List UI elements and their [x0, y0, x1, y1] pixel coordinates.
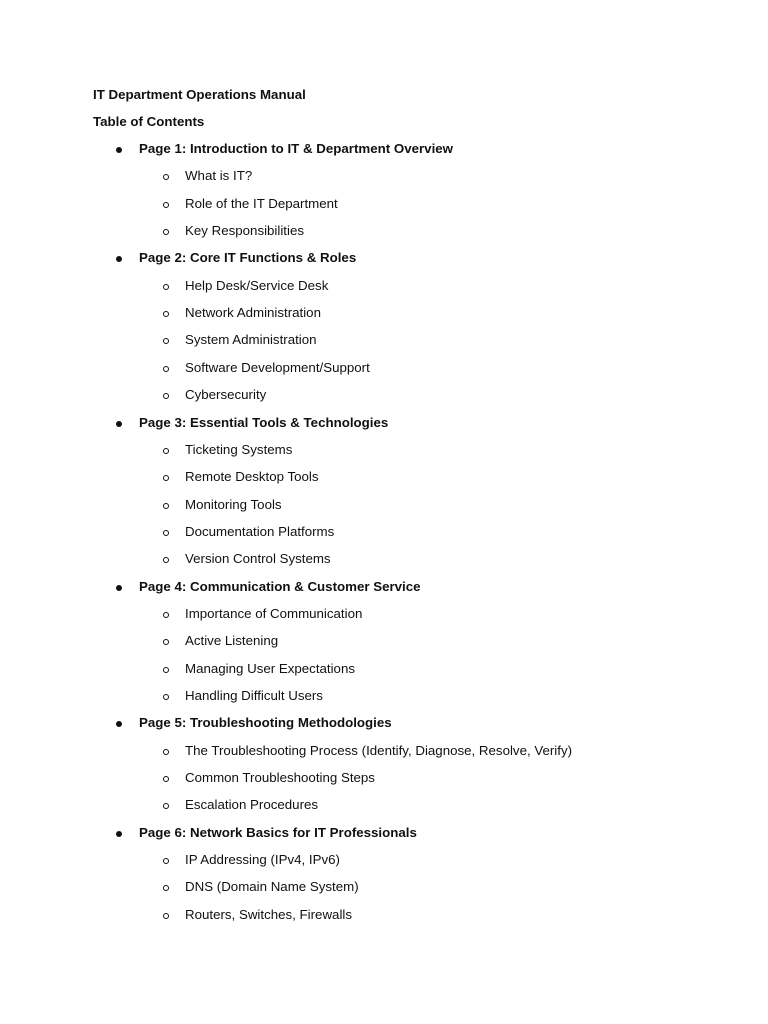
toc-item-label: Importance of Communication: [185, 605, 363, 621]
toc-item-label: Common Troubleshooting Steps: [185, 770, 375, 786]
sub-bullet-icon: [163, 338, 169, 344]
toc-item-label: Help Desk/Service Desk: [185, 277, 329, 293]
sub-bullet-icon: [163, 694, 169, 700]
sub-bullet-icon: [163, 530, 169, 536]
toc-item-label: IP Addressing (IPv4, IPv6): [185, 852, 340, 868]
toc-item-label: Documentation Platforms: [185, 523, 335, 539]
bullet-icon: [116, 147, 122, 153]
sub-bullet-icon: [163, 858, 169, 864]
toc-item-label: Version Control Systems: [185, 551, 331, 567]
toc-item-label: System Administration: [185, 332, 317, 348]
bullet-icon: [116, 421, 122, 427]
toc-item-label: Key Responsibilities: [185, 223, 304, 239]
bullet-icon: [116, 721, 122, 727]
bullet-icon: [116, 256, 122, 262]
sub-bullet-icon: [163, 612, 169, 618]
sub-bullet-icon: [163, 749, 169, 755]
sub-bullet-icon: [163, 311, 169, 317]
sub-bullet-icon: [163, 448, 169, 454]
sub-bullet-icon: [163, 393, 169, 399]
toc-item-label: Routers, Switches, Firewalls: [185, 906, 352, 922]
toc-item-label: Active Listening: [185, 633, 279, 649]
toc-item-label: Escalation Procedures: [185, 797, 319, 813]
sub-bullet-icon: [163, 557, 169, 563]
sub-bullet-icon: [163, 639, 169, 645]
sub-bullet-icon: [163, 475, 169, 481]
toc-item-label: Handling Difficult Users: [185, 688, 323, 703]
toc-item-label: DNS (Domain Name System): [185, 879, 359, 895]
toc-item-label: Ticketing Systems: [185, 441, 293, 457]
sub-bullet-icon: [163, 803, 169, 809]
sub-bullet-icon: [163, 229, 169, 235]
toc-section-label: Page 6: Network Basics for IT Professionals: [139, 824, 417, 840]
toc-item-label: Role of the IT Department: [185, 195, 338, 211]
toc-item-label: Software Development/Support: [185, 359, 370, 375]
document-title: IT Department Operations Manual: [93, 87, 306, 102]
toc-section-label: Page 1: Introduction to IT & Department Overview: [139, 141, 454, 156]
sub-bullet-icon: [163, 913, 169, 919]
toc-section-label: Page 3: Essential Tools & Technologies: [139, 414, 389, 430]
sub-bullet-icon: [163, 667, 169, 673]
sub-bullet-icon: [163, 366, 169, 372]
sub-bullet-icon: [163, 503, 169, 509]
toc-section-label: Page 5: Troubleshooting Methodologies: [139, 715, 392, 731]
toc-item-label: Remote Desktop Tools: [185, 469, 319, 485]
toc-section-label: Page 2: Core IT Functions & Roles: [139, 250, 357, 266]
toc-item-label: The Troubleshooting Process (Identify, Diagnose, Resolve, Verify): [185, 742, 573, 758]
sub-bullet-icon: [163, 284, 169, 290]
toc-item-label: Network Administration: [185, 305, 321, 321]
toc-item-label: Managing User Expectations: [185, 660, 355, 676]
sub-bullet-icon: [163, 174, 169, 180]
toc-heading: Table of Contents: [93, 114, 205, 129]
sub-bullet-icon: [163, 885, 169, 891]
bullet-icon: [116, 831, 122, 837]
toc-item-label: Cybersecurity: [185, 387, 267, 403]
bullet-icon: [116, 585, 122, 591]
toc-item-label: What is IT?: [185, 168, 253, 184]
sub-bullet-icon: [163, 776, 169, 782]
sub-bullet-icon: [163, 202, 169, 208]
toc-section-label: Page 4: Communication & Customer Service: [139, 578, 421, 594]
toc-item-label: Monitoring Tools: [185, 496, 282, 512]
